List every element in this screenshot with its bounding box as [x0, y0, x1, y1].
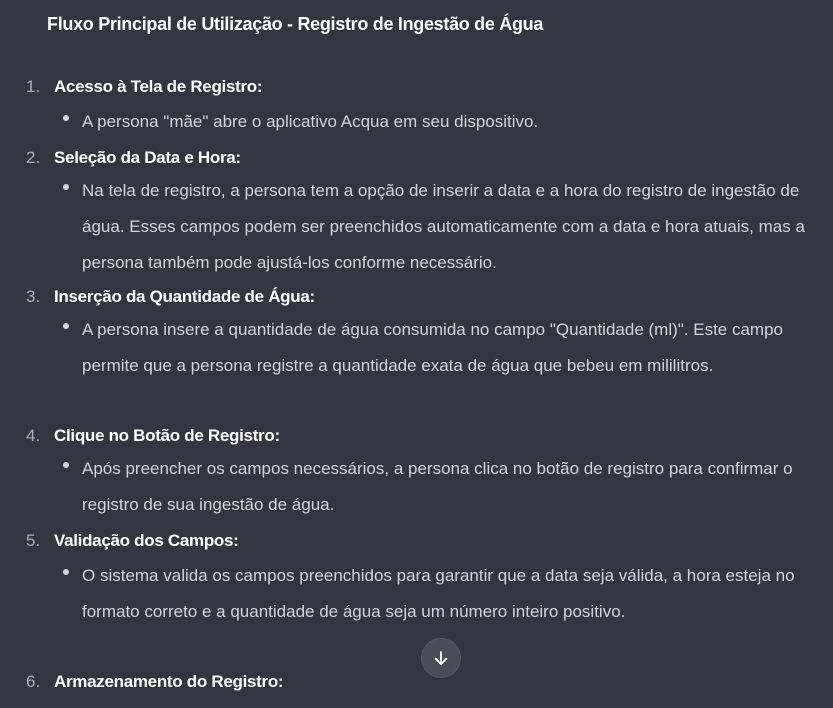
- step-title: Seleção da Data e Hora:: [54, 148, 241, 167]
- bullet-icon: [63, 569, 69, 575]
- bullet-icon: [63, 115, 69, 121]
- step-description: Na tela de registro, a persona tem a opção de inserir a data e a hora do registro de ingestão de água. Esses campos podem ser preenchidos automaticamente com a data e hora atuais, mas a persona também pode ajustá-los conforme necessário.: [82, 181, 805, 272]
- step-title: Clique no Botão de Registro:: [54, 426, 280, 445]
- page-title: Fluxo Principal de Utilização - Registro de Ingestão de Água: [47, 14, 544, 34]
- step-title: Inserção da Quantidade de Água:: [54, 287, 315, 306]
- step-number: 1.: [26, 77, 41, 96]
- scroll-to-bottom-button[interactable]: [421, 638, 461, 678]
- step-title: Armazenamento do Registro:: [54, 672, 284, 691]
- step-description: A persona insere a quantidade de água consumida no campo "Quantidade (ml)". Este campo permite que a persona registre a quantidade exata de água que bebeu em mililitros.: [82, 320, 784, 375]
- step-description: A persona "mãe" abre o aplicativo Acqua em seu dispositivo.: [82, 112, 539, 131]
- step-number: 6.: [26, 672, 41, 691]
- step-number: 2.: [26, 148, 41, 167]
- bullet-icon: [63, 184, 69, 190]
- step-description: Após preencher os campos necessários, a persona clica no botão de registro para confirmar o registro de sua ingestão de água.: [82, 459, 793, 514]
- bullet-icon: [63, 323, 69, 329]
- step-number: 3.: [26, 287, 41, 306]
- bullet-icon: [63, 462, 69, 468]
- step-title: Validação dos Campos:: [54, 531, 239, 550]
- step-title: Acesso à Tela de Registro:: [54, 77, 263, 96]
- step-number: 5.: [26, 531, 41, 550]
- step-number: 4.: [26, 426, 41, 445]
- arrow-down-icon: [432, 649, 450, 667]
- step-description: O sistema valida os campos preenchidos para garantir que a data seja válida, a hora esteja no formato correto e a quantidade de água seja um número inteiro positivo.: [82, 566, 795, 621]
